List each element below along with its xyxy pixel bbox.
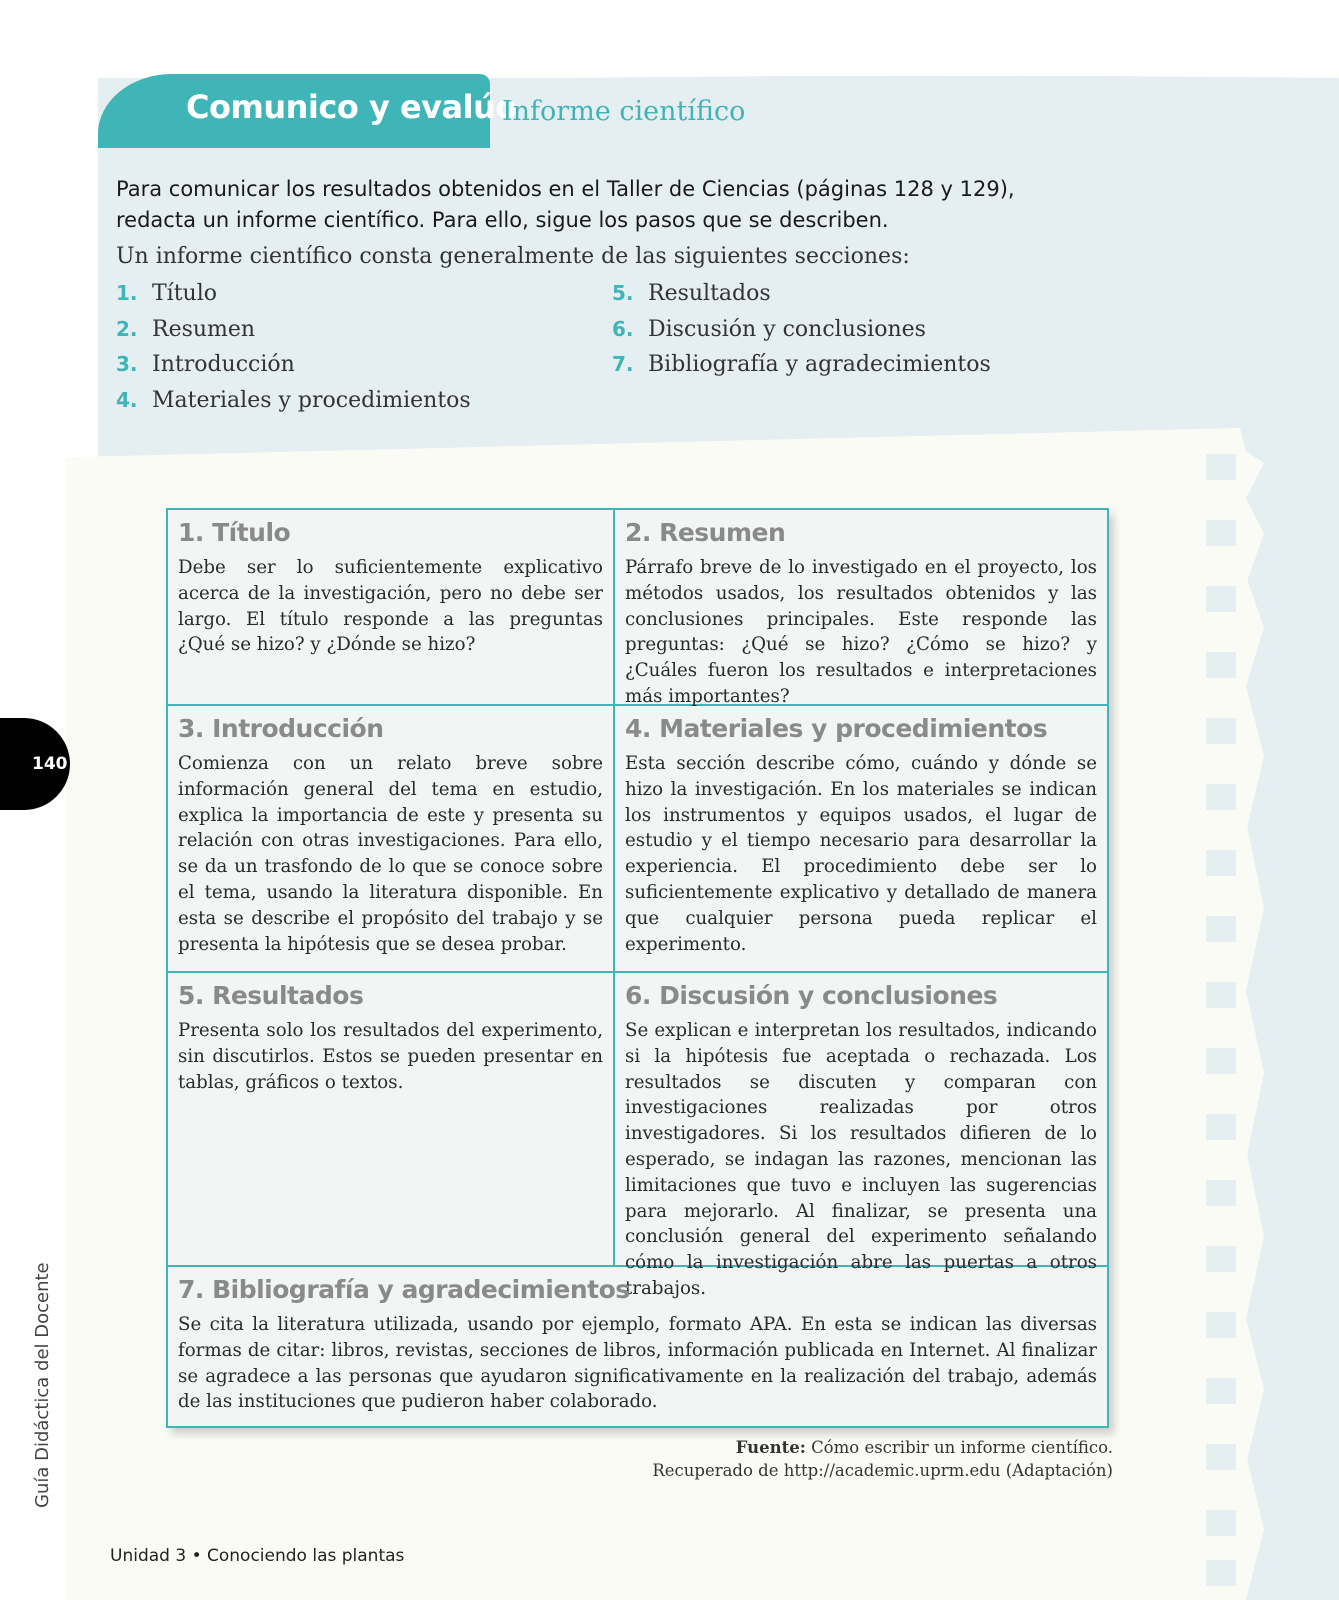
list-item: 3. Introducción bbox=[116, 352, 295, 377]
cell-heading: 6. Discusión y conclusiones bbox=[625, 981, 998, 1010]
cell-heading: 1. Título bbox=[178, 518, 291, 547]
list-item: 6. Discusión y conclusiones bbox=[612, 316, 926, 342]
report-sections-table bbox=[166, 508, 1109, 1428]
intro-paragraph: Para comunicar los resultados obtenidos en el Taller de Ciencias (páginas 128 y 129), redacta un informe científico. Para ello, sigue los pasos que se describen. bbox=[116, 177, 1015, 232]
source-line-1: Cómo escribir un informe científico. bbox=[811, 1438, 1113, 1457]
cell-materiales bbox=[615, 706, 1107, 971]
cell-bibliografia bbox=[168, 1267, 1107, 1427]
page-number: 140 bbox=[32, 754, 68, 774]
lead-sentence: Un informe científico consta generalmente de las siguientes secciones: bbox=[116, 244, 910, 269]
list-item: 4. Materiales y procedimientos bbox=[116, 387, 471, 413]
cell-text: Se cita la literatura utilizada, usando por ejemplo, formato APA. En esta se indican las diversas formas de citar: libros, revistas, secciones de libros, información publicada en Internet. Al finalizar se agradece a las personas que ayudaron significativamente en la realización del trabajo, además de las instituciones que pudieron haber colaborado. bbox=[178, 1314, 1097, 1413]
sections-list-left bbox=[116, 276, 471, 418]
side-label: Guía Didáctica del Docente bbox=[32, 1262, 53, 1508]
cell-text: Esta sección describe cómo, cuándo y dónde se hizo la investigación. En los materiales se indican los instrumentos y equipos usados, el lugar de estudio y el tiempo necesario para desarrollar la experiencia. El procedimiento debe ser lo suficientemente explicativo y detallado de manera que cualquier persona pueda replicar el experimento. bbox=[625, 753, 1097, 955]
list-item: 7. Bibliografía y agradecimientos bbox=[612, 352, 991, 377]
cell-text: Debe ser lo suficientemente explicativo acerca de la investigación, pero no debe ser largo. El título responde a las preguntas ¿Qué se hizo? y ¿Dónde se hizo? bbox=[178, 557, 603, 656]
list-item: 5. Resultados bbox=[612, 281, 771, 306]
cell-heading: 2. Resumen bbox=[625, 518, 786, 547]
cell-titulo bbox=[168, 510, 613, 704]
cell-resumen bbox=[615, 510, 1107, 707]
list-item: 2. Resumen bbox=[116, 316, 256, 342]
source-line-2: Recuperado de http://academic.uprm.edu (Adaptación) bbox=[652, 1461, 1113, 1480]
cell-heading: 3. Introducción bbox=[178, 714, 384, 743]
cell-text: Presenta solo los resultados del experimento, sin discutirlos. Estos se pueden presentar en tablas, gráficos o textos. bbox=[178, 1020, 603, 1093]
section-subtitle: Informe científico bbox=[502, 96, 746, 127]
source-citation bbox=[652, 1436, 1113, 1482]
cell-text: Comienza con un relato breve sobre información general del tema en estudio, explica la importancia de este y presenta su relación con otras investigaciones. Para ello, se da un trasfondo de lo que se conoce sobre el tema, usando la literatura disponible. En esta se describe el propósito del trabajo y se presenta la hipótesis que se desea probar. bbox=[178, 753, 603, 955]
cell-text: Se explican e interpretan los resultados, indicando si la hipótesis fue aceptada o rechazada. Los resultados se discuten y comparan con investigaciones realizadas por otros investigadores. Si los resultados difieren de lo esperado, se indagan las razones, mencionan las limitaciones que tuvo e incluyen las sugerencias para mejorarlo. Al finalizar, se presenta una conclusión general del experimento señalando cómo la investigación abre las puertas a otros trabajos. bbox=[625, 1020, 1097, 1299]
cell-heading: 7. Bibliografía y agradecimientos bbox=[178, 1275, 630, 1304]
source-label: Fuente: bbox=[735, 1438, 806, 1457]
cell-heading: 5. Resultados bbox=[178, 981, 364, 1010]
footer-unit: Unidad 3 • Conociendo las plantas bbox=[110, 1546, 405, 1566]
torn-paper-holes bbox=[1202, 440, 1282, 1600]
cell-resultados bbox=[168, 973, 613, 1265]
list-item: 1. Título bbox=[116, 281, 218, 306]
sections-list-right bbox=[612, 276, 991, 383]
cell-text: Párrafo breve de lo investigado en el proyecto, los métodos usados, los resultados obtenidos y las conclusiones principales. Este responde las preguntas: ¿Qué se hizo? ¿Cómo se hizo? y ¿Cuáles fueron los resultados e interpretaciones más importantes? bbox=[625, 557, 1097, 707]
cell-introduccion bbox=[168, 706, 613, 971]
cell-discusion bbox=[615, 973, 1107, 1299]
section-title: Comunico y evalúo bbox=[186, 88, 517, 126]
cell-heading: 4. Materiales y procedimientos bbox=[625, 714, 1048, 743]
